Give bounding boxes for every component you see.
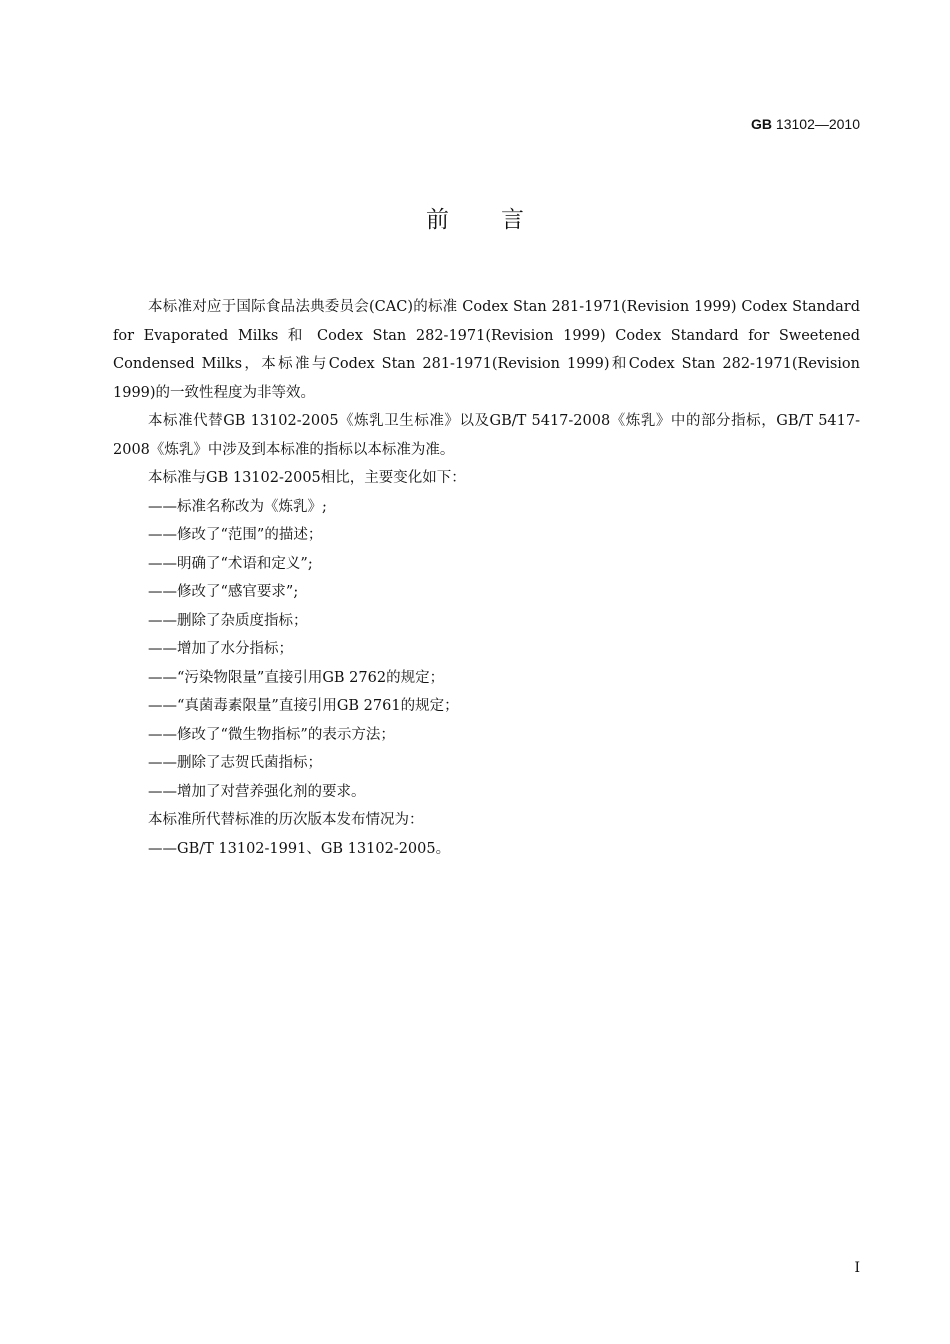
list-item: ——GB/T 13102-1991、GB 13102-2005。 bbox=[148, 840, 451, 857]
changes-list bbox=[113, 493, 860, 807]
list-item: ——删除了志贺氏菌指标； bbox=[148, 755, 322, 771]
list-item: ——增加了水分指标； bbox=[148, 641, 293, 657]
page-title: 前言 bbox=[426, 207, 576, 233]
standard-code bbox=[751, 114, 860, 134]
page-number: I bbox=[854, 1260, 860, 1276]
foreword-body bbox=[113, 293, 860, 863]
list-item: ——“污染物限量”直接引用GB 2762的规定； bbox=[148, 669, 445, 686]
paragraph-changes-intro: 本标准与GB 13102-2005相比，主要变化如下： bbox=[148, 470, 466, 486]
list-item: ——删除了杂质度指标； bbox=[148, 612, 308, 629]
list-item: ——修改了“范围”的描述； bbox=[148, 527, 323, 543]
list-item: ——修改了“感官要求”; bbox=[148, 584, 299, 600]
paragraph-replacement: 本标准代替GB 13102-2005《炼乳卫生标准》以及GB/T 5417-2008《炼乳》中的部分指标，GB/T 5417-2008《炼乳》中涉及到本标准的指标以本标准为准。 bbox=[113, 413, 860, 458]
list-item: ——修改了“微生物指标”的表示方法； bbox=[148, 726, 395, 743]
list-item: ——增加了对营养强化剂的要求。 bbox=[148, 783, 366, 800]
standard-code-prefix: GB bbox=[751, 116, 773, 132]
paragraph-version-history: 本标准所代替标准的历次版本发布情况为： bbox=[148, 812, 424, 828]
list-item: ——明确了“术语和定义”; bbox=[148, 555, 313, 572]
standard-code-number: 13102—2010 bbox=[775, 116, 860, 132]
list-item: ——标准名称改为《炼乳》; bbox=[148, 498, 327, 515]
paragraph-correspondence: 本标准对应于国际食品法典委员会(CAC)的标准 Codex Stan 281-1971(Revision 1999) Codex Standard for Evaporated Milks 和 Codex Stan 282-1971(Revision 1999) Codex Standard for Sweetened Condensed Milks，本标准与Codex Stan 281-1971(Revision 1999)和Codex Stan 282-1971(Revision 1999)的一致性程度为非等效。 bbox=[113, 299, 860, 401]
list-item: ——“真菌毒素限量”直接引用GB 2761的规定； bbox=[148, 698, 459, 714]
versions-list bbox=[113, 835, 860, 864]
